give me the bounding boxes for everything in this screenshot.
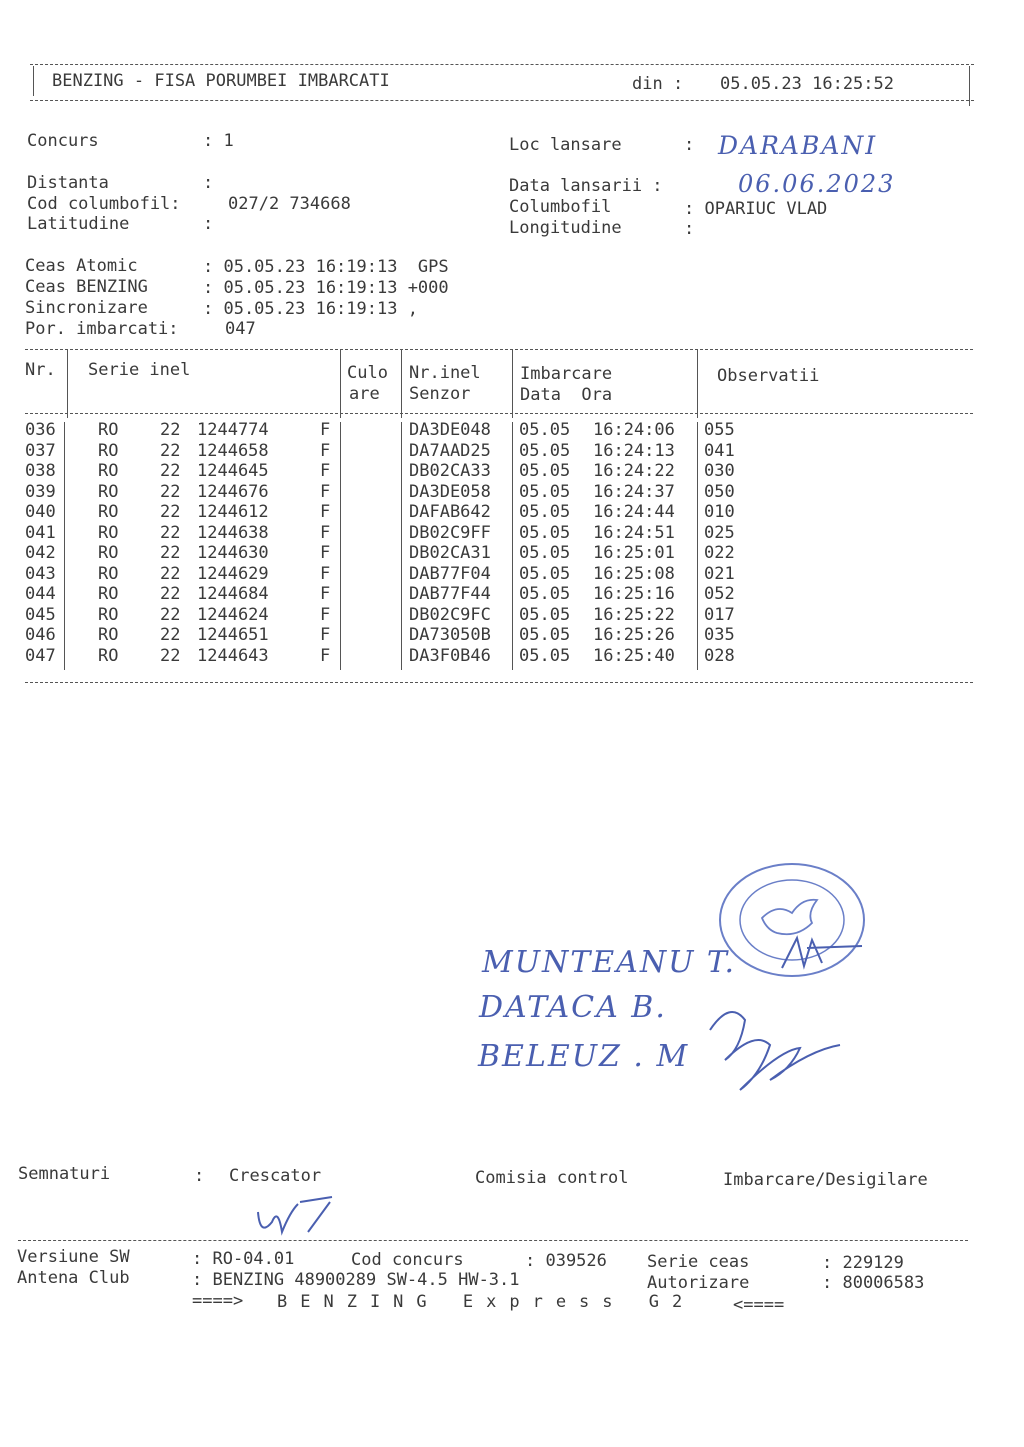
table-col-divider-1 <box>67 350 68 418</box>
cell-senzor: DA3DE048 <box>409 420 491 440</box>
cell-ora: 16:24:13 <box>593 440 675 461</box>
table-col-divider-2 <box>340 350 341 418</box>
cell-an: 22 <box>160 522 181 543</box>
autorizare-label: Autorizare <box>647 1273 750 1293</box>
table-col-divider-4 <box>512 350 513 418</box>
document-title: BENZING - FISA PORUMBEI IMBARCATI <box>52 71 390 91</box>
cell-ora: 16:25:22 <box>593 604 675 625</box>
porumbei-imbarcati-label: Por. imbarcati: <box>25 319 179 339</box>
cell-observatii: 021 <box>704 563 735 584</box>
cell-tara: RO <box>98 625 119 645</box>
header-bottom-border <box>30 100 974 101</box>
cell-observatii: 022 <box>704 543 735 563</box>
commission-name-3: BELEUZ . M <box>478 1039 690 1074</box>
cell-observatii: 030 <box>704 461 735 481</box>
header-top-border <box>30 64 974 65</box>
cell-data: 05.05 <box>519 522 571 543</box>
cell-nr: 040 <box>25 502 56 522</box>
loc-lansare-colon: : <box>684 135 695 155</box>
loc-lansare-label: Loc lansare <box>509 135 622 155</box>
serie-ceas-label: Serie ceas <box>647 1252 750 1272</box>
col-header-observatii: Observatii <box>717 366 820 386</box>
cell-inel: 1244774 <box>197 420 269 440</box>
banner-text: BENZING Express G2 <box>277 1292 696 1312</box>
cell-data: 05.05 <box>519 440 571 461</box>
cell-tara: RO <box>98 481 119 502</box>
cell-an: 22 <box>160 645 181 666</box>
col-header-culoare-2: are <box>349 384 380 404</box>
table-row <box>0 504 1024 524</box>
distanta-value: : <box>203 173 214 193</box>
cell-senzor: DA3F0B46 <box>409 645 491 666</box>
table-row <box>0 563 1024 586</box>
print-date-label: din : <box>632 74 684 94</box>
cell-sex: F <box>320 420 331 440</box>
cell-observatii: 052 <box>704 584 735 604</box>
commission-name-1: MUNTEANU T. <box>482 945 737 980</box>
columbofil-value: : OPARIUC VLAD <box>684 199 828 219</box>
porumbei-imbarcati-value: 047 <box>225 319 256 339</box>
cell-data: 05.05 <box>519 584 571 604</box>
cell-nr: 047 <box>25 645 56 666</box>
cell-senzor: DA7AAD25 <box>409 440 491 461</box>
latitudine-value: : <box>203 214 214 234</box>
signature-comisia-label: Comisia control <box>475 1168 629 1188</box>
ceas-benzing-label: Ceas BENZING <box>25 277 148 297</box>
distanta-label: Distanta <box>27 173 109 193</box>
cell-senzor: DAB77F44 <box>409 584 491 604</box>
table-row <box>0 586 1024 606</box>
cell-inel: 1244624 <box>197 604 269 625</box>
cell-inel: 1244630 <box>197 543 269 563</box>
cell-data: 05.05 <box>519 604 571 625</box>
cell-inel: 1244658 <box>197 440 269 461</box>
cell-inel: 1244612 <box>197 502 269 522</box>
cell-inel: 1244684 <box>197 584 269 604</box>
columbofil-label: Columbofil <box>509 197 612 217</box>
cell-nr: 042 <box>25 543 56 563</box>
cell-observatii: 028 <box>704 645 735 666</box>
cell-data: 05.05 <box>519 481 571 502</box>
serie-ceas-value: : 229129 <box>822 1253 904 1273</box>
signatures-label: Semnaturi <box>18 1164 111 1184</box>
concurs-value: : 1 <box>203 131 234 151</box>
table-row <box>0 604 1024 627</box>
cell-sex: F <box>320 625 331 645</box>
cell-data: 05.05 <box>519 420 571 440</box>
cell-nr: 044 <box>25 584 56 604</box>
cell-an: 22 <box>160 625 181 645</box>
antena-club-label: Antena Club <box>17 1268 130 1288</box>
commission-name-2: DATACA B. <box>479 990 667 1025</box>
cell-nr: 039 <box>25 481 56 502</box>
cell-ora: 16:24:37 <box>593 481 675 502</box>
cell-data: 05.05 <box>519 502 571 522</box>
cell-data: 05.05 <box>519 645 571 666</box>
cell-sex: F <box>320 440 331 461</box>
col-header-nr-inel-1: Nr.inel <box>409 363 481 383</box>
table-body <box>0 422 1024 672</box>
cell-senzor: DA3DE058 <box>409 481 491 502</box>
table-row <box>0 463 1024 483</box>
cell-tara: RO <box>98 543 119 563</box>
table-row <box>0 522 1024 545</box>
cell-ora: 16:25:16 <box>593 584 675 604</box>
col-header-imbarcare-2: Data Ora <box>520 385 613 405</box>
cell-an: 22 <box>160 440 181 461</box>
cell-tara: RO <box>98 440 119 461</box>
cell-an: 22 <box>160 481 181 502</box>
cell-nr: 036 <box>25 420 56 440</box>
footer-separator <box>18 1240 968 1241</box>
cell-sex: F <box>320 604 331 625</box>
data-lansarii-label: Data lansarii : <box>509 176 663 196</box>
versiune-sw-label: Versiune SW <box>17 1247 130 1267</box>
banner-right-arrow: <==== <box>733 1295 785 1315</box>
stamp-outer-ring <box>720 864 864 976</box>
concurs-label: Concurs <box>27 131 99 151</box>
table-row <box>0 422 1024 442</box>
cell-sex: F <box>320 645 331 666</box>
sincronizare-value: : 05.05.23 16:19:13 , <box>203 299 418 319</box>
cell-ora: 16:24:22 <box>593 461 675 481</box>
cell-ora: 16:25:08 <box>593 563 675 584</box>
loc-lansare-handwritten: DARABANI <box>718 131 878 160</box>
cell-observatii: 050 <box>704 481 735 502</box>
cell-nr: 041 <box>25 522 56 543</box>
cell-tara: RO <box>98 645 119 666</box>
cell-an: 22 <box>160 461 181 481</box>
cell-sex: F <box>320 522 331 543</box>
cell-inel: 1244651 <box>197 625 269 645</box>
table-bottom-border <box>25 682 973 683</box>
cell-inel: 1244643 <box>197 645 269 666</box>
print-date-value: 05.05.23 16:25:52 <box>720 74 894 94</box>
cell-data: 05.05 <box>519 543 571 563</box>
cod-concurs-value: : 039526 <box>525 1251 607 1271</box>
cell-tara: RO <box>98 584 119 604</box>
cell-nr: 037 <box>25 440 56 461</box>
crescator-signature <box>250 1192 340 1242</box>
cell-sex: F <box>320 461 331 481</box>
cell-inel: 1244638 <box>197 522 269 543</box>
cell-ora: 16:25:40 <box>593 645 675 666</box>
cell-nr: 038 <box>25 461 56 481</box>
cell-inel: 1244629 <box>197 563 269 584</box>
data-lansarii-handwritten: 06.06.2023 <box>738 170 896 198</box>
col-header-culoare-1: Culo <box>347 363 388 383</box>
cell-senzor: DB02CA31 <box>409 543 491 563</box>
table-row <box>0 440 1024 463</box>
cell-sex: F <box>320 481 331 502</box>
antena-club-value: : BENZING 48900289 SW-4.5 HW-3.1 <box>192 1270 520 1290</box>
cell-senzor: DB02C9FC <box>409 604 491 625</box>
col-header-imbarcare-1: Imbarcare <box>520 364 613 384</box>
autorizare-value: : 80006583 <box>822 1273 925 1293</box>
cell-tara: RO <box>98 502 119 522</box>
cell-tara: RO <box>98 420 119 440</box>
cell-nr: 045 <box>25 604 56 625</box>
cell-an: 22 <box>160 543 181 563</box>
longitudine-value: : <box>684 219 695 239</box>
cell-tara: RO <box>98 563 119 584</box>
cell-ora: 16:25:01 <box>593 543 675 563</box>
cell-nr: 046 <box>25 625 56 645</box>
cell-sex: F <box>320 502 331 522</box>
sincronizare-label: Sincronizare <box>25 298 148 318</box>
ceas-atomic-label: Ceas Atomic <box>25 256 138 276</box>
cell-senzor: DB02C9FF <box>409 522 491 543</box>
ceas-benzing-value: : 05.05.23 16:19:13 +000 <box>203 278 449 298</box>
cod-concurs-label: Cod concurs <box>351 1250 464 1270</box>
cell-an: 22 <box>160 563 181 584</box>
cod-columbofil-value: 027/2 734668 <box>228 194 351 214</box>
table-col-divider-5 <box>697 350 698 418</box>
cell-tara: RO <box>98 604 119 625</box>
cell-inel: 1244676 <box>197 481 269 502</box>
ceas-atomic-value: : 05.05.23 16:19:13 GPS <box>203 257 449 277</box>
cell-senzor: DA73050B <box>409 625 491 645</box>
dove-icon <box>762 900 817 934</box>
cod-columbofil-label: Cod columbofil: <box>27 194 181 214</box>
cell-ora: 16:24:06 <box>593 420 675 440</box>
signatures-colon: : <box>194 1166 205 1186</box>
table-row <box>0 645 1024 668</box>
col-header-nr: Nr. <box>25 360 56 380</box>
cell-senzor: DB02CA33 <box>409 461 491 481</box>
signature-crescator-label: Crescator <box>229 1166 322 1186</box>
banner-left-arrow: ====> <box>192 1291 244 1311</box>
cell-an: 22 <box>160 584 181 604</box>
cell-nr: 043 <box>25 563 56 584</box>
cell-senzor: DAB77F04 <box>409 563 491 584</box>
cell-data: 05.05 <box>519 461 571 481</box>
cell-senzor: DAFAB642 <box>409 502 491 522</box>
cell-ora: 16:25:26 <box>593 625 675 645</box>
table-top-border <box>25 349 973 350</box>
col-header-serie-inel: Serie inel <box>88 360 191 380</box>
header-left-border <box>33 66 34 96</box>
cell-inel: 1244645 <box>197 461 269 481</box>
latitudine-label: Latitudine <box>27 214 130 234</box>
cell-ora: 16:24:51 <box>593 522 675 543</box>
table-col-divider-3 <box>401 350 402 418</box>
cell-data: 05.05 <box>519 563 571 584</box>
cell-sex: F <box>320 543 331 563</box>
table-row <box>0 481 1024 504</box>
cell-observatii: 010 <box>704 502 735 522</box>
signature-stroke <box>710 1012 840 1090</box>
commission-signature <box>700 990 850 1100</box>
col-header-nr-inel-2: Senzor <box>409 384 471 404</box>
crescator-signature-stroke <box>258 1197 332 1232</box>
cell-observatii: 025 <box>704 522 735 543</box>
cell-sex: F <box>320 563 331 584</box>
cell-observatii: 035 <box>704 625 735 645</box>
table-row <box>0 545 1024 565</box>
cell-ora: 16:24:44 <box>593 502 675 522</box>
table-row <box>0 627 1024 647</box>
cell-an: 22 <box>160 604 181 625</box>
cell-sex: F <box>320 584 331 604</box>
longitudine-label: Longitudine <box>509 218 622 238</box>
versiune-sw-value: : RO-04.01 <box>192 1249 295 1269</box>
cell-an: 22 <box>160 502 181 522</box>
cell-tara: RO <box>98 522 119 543</box>
cell-tara: RO <box>98 461 119 481</box>
cell-an: 22 <box>160 420 181 440</box>
cell-observatii: 017 <box>704 604 735 625</box>
cell-observatii: 055 <box>704 420 735 440</box>
cell-data: 05.05 <box>519 625 571 645</box>
signature-imbarcare-label: Imbarcare/Desigilare <box>723 1170 928 1190</box>
table-header-separator <box>25 413 973 414</box>
cell-observatii: 041 <box>704 440 735 461</box>
